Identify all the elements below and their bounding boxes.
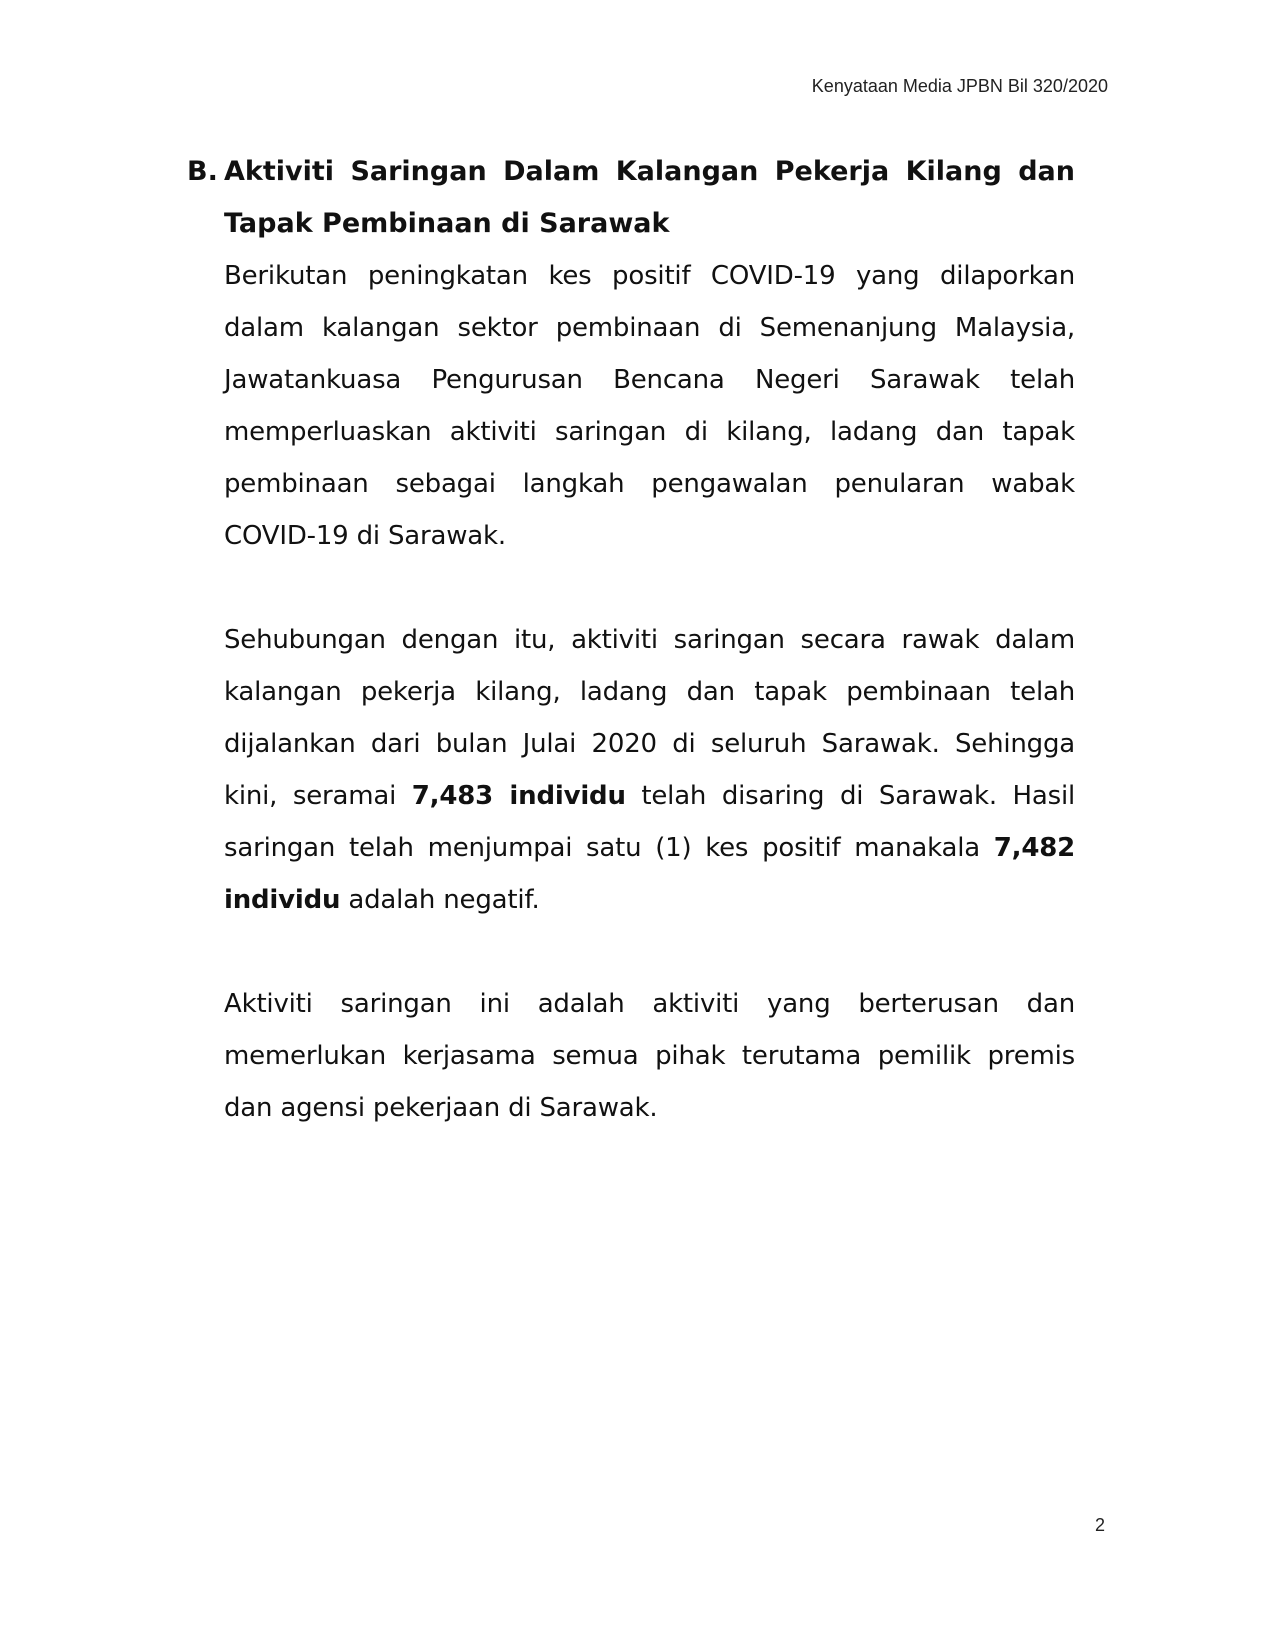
paragraph-2-part-2: telah disaring di Sarawak. Hasil saringan telah menjumpai satu (1) kes positif manakala <box>224 781 1076 863</box>
section-letter: B. <box>187 156 218 187</box>
section-heading <box>187 146 1075 250</box>
negative-count: 7,482 individu <box>224 833 1075 915</box>
paragraph-2-part-1: Sehubungan dengan itu, aktiviti saringan secara rawak dalam kalangan pekerja kilang, ladang dan tapak pembinaan telah dijalankan dari bulan Julai 2020 di seluruh Sarawak. Sehingga kini, seramai <box>224 625 1075 811</box>
screened-count: 7,483 individu <box>411 781 626 811</box>
page-number: 2 <box>1094 1515 1105 1535</box>
paragraph-3: Aktiviti saringan ini adalah aktiviti yang berterusan dan memerlukan kerjasama semua pihak terutama pemilik premis dan agensi pekerjaan di Sarawak. <box>224 989 1075 1123</box>
paragraph-2-part-3: adalah negatif. <box>340 885 540 915</box>
paragraph-1: Berikutan peningkatan kes positif COVID-19 yang dilaporkan dalam kalangan sektor pembinaan di Semenanjung Malaysia, Jawatankuasa Pengurusan Bencana Negeri Sarawak telah memperluaskan aktiviti saringan di kilang, ladang dan tapak pembinaan sebagai langkah pengawalan penularan wabak COVID-19 di Sarawak. <box>224 261 1075 551</box>
section-b <box>187 146 1075 1134</box>
document-reference: Kenyataan Media JPBN Bil 320/2020 <box>811 76 1108 96</box>
section-body <box>224 250 1075 1134</box>
paragraph-2 <box>224 614 1075 926</box>
section-title: Aktiviti Saringan Dalam Kalangan Pekerja Kilang dan Tapak Pembinaan di Sarawak <box>224 156 1075 239</box>
